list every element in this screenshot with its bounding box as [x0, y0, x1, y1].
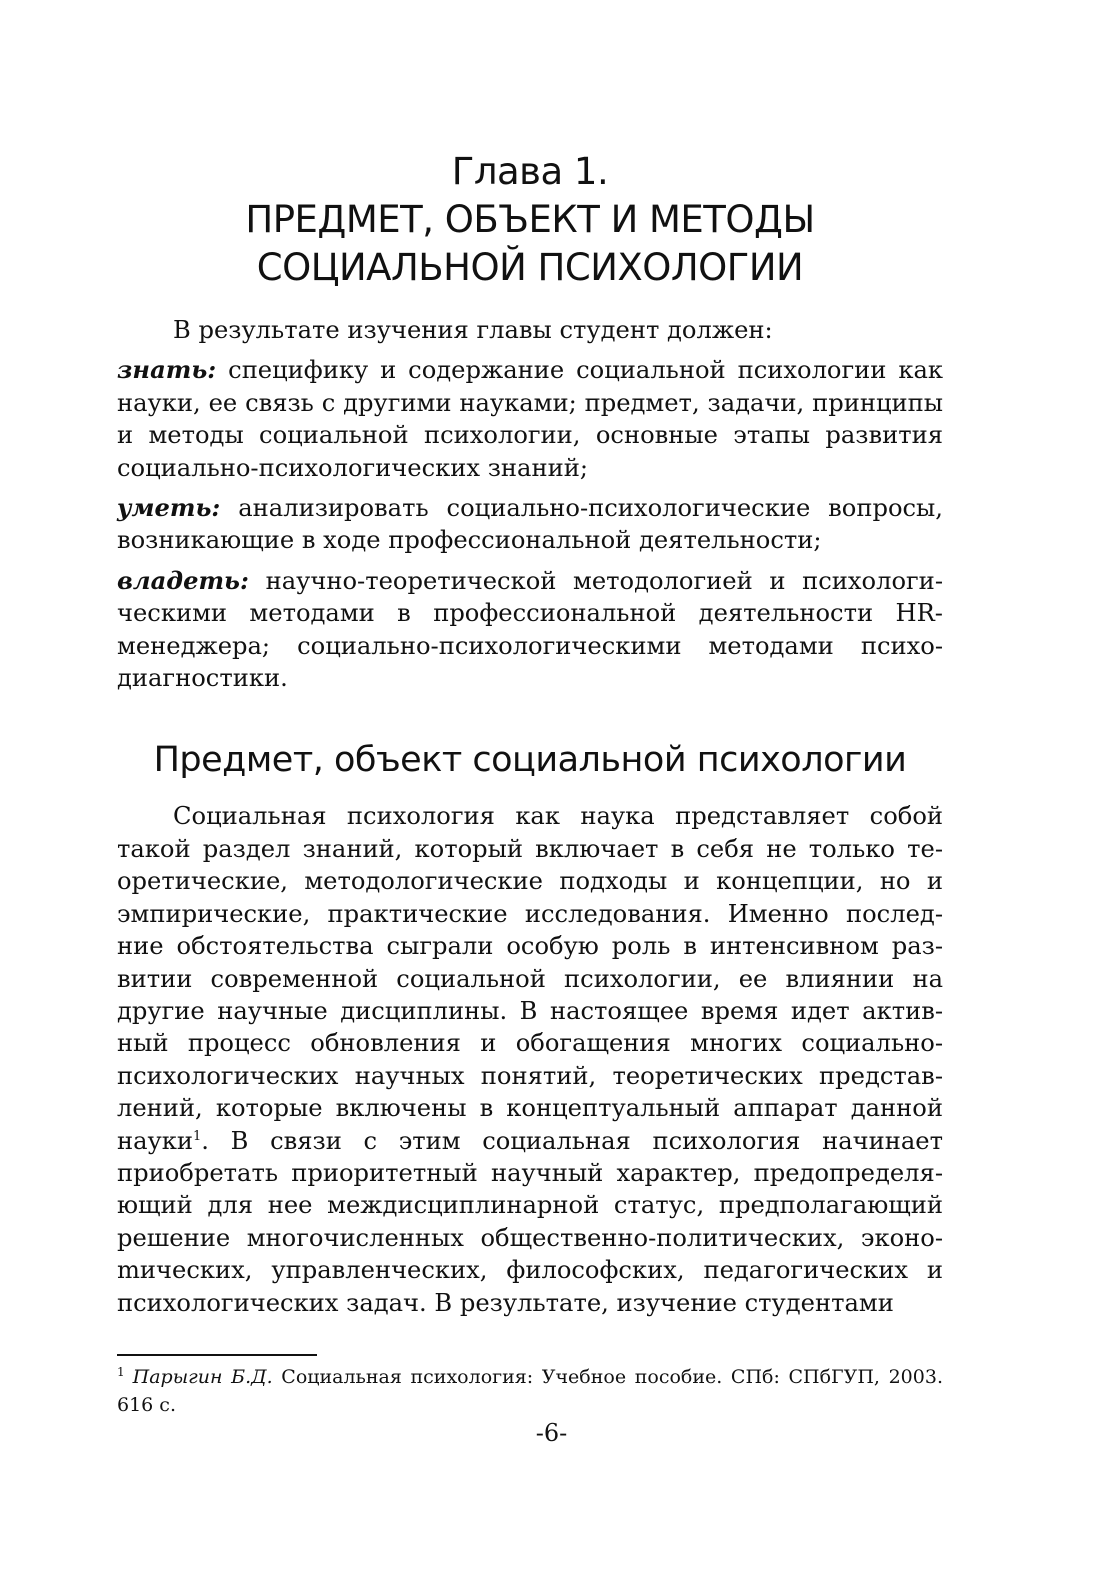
- objective-master: [117, 565, 943, 695]
- section-heading: Предмет, объект социальной психологии: [153, 740, 907, 781]
- objective-term: знать:: [117, 355, 217, 385]
- objective-text: специфику и содержание социальной психологии как науки, ее связь с другими науками; предмет, задачи, принципы и методы социальной психологии, основные этапы развития социально-психологических знаний;: [117, 356, 943, 482]
- paragraph-text-part-1: Социальная психология как наука представляет собой такой раздел знаний, который включает в себя не только теоретические, методологические подходы и концепции, но и эмпирические, практические исследования. Именно последние обстоятельства сыграли особую роль в интенсивном развитии современной социальной психологии, ее влиянии на другие научные дисциплины. В настоящее время идет активный процесс обновления и обогащения многих социально-психологических научных понятий, теоретических представлений, которые включены в концептуальный аппарат данной науки: [117, 802, 943, 1155]
- footnote-author: Парыгин Б.Д.: [132, 1366, 273, 1388]
- objectives-intro: В результате изучения главы студент должен:: [173, 316, 773, 344]
- footnote-number: 1: [117, 1364, 125, 1379]
- chapter-heading: [117, 148, 943, 292]
- page-content: [117, 148, 943, 1319]
- objective-know: [117, 354, 943, 484]
- page-number: -6-: [535, 1419, 568, 1447]
- paragraph-text-part-2: . В связи с этим социальная психология начинает приобретать приоритетный научный характер, предопределяющий для нее междисциплинарной статус, предполагающий решение многочисленных общественно-политических, эконоmических, управленческих, философских, педагогических и психологических задач. В результате, изучение студентами: [117, 1126, 943, 1317]
- objective-term: владеть:: [117, 565, 249, 595]
- objective-term: уметь:: [117, 493, 221, 523]
- footnote-divider: [117, 1354, 317, 1356]
- footnote-text: Социальная психология: Учебное пособие. СПб: СПбГУП, 2003. 616 с.: [117, 1366, 943, 1416]
- objective-text: анализировать социально-психологические вопросы, возникающие в ходе профессиональной деятельности;: [117, 494, 943, 555]
- objective-be-able: [117, 492, 943, 557]
- footnote: [117, 1363, 943, 1419]
- section-paragraph: [117, 800, 943, 1319]
- footnote-reference[interactable]: 1: [193, 1128, 202, 1144]
- objective-text: научно-теоретической методологией и психологическими методами в профессиональной деятельности HR-менеджера; социально-психологическими методами психодиагностики.: [117, 566, 943, 693]
- chapter-title-line-2: СОЦИАЛЬНОЙ ПСИХОЛОГИИ: [256, 246, 804, 289]
- chapter-title-line-1: ПРЕДМЕТ, ОБЪЕКТ И МЕТОДЫ: [245, 198, 815, 241]
- chapter-number: Глава 1.: [451, 150, 609, 193]
